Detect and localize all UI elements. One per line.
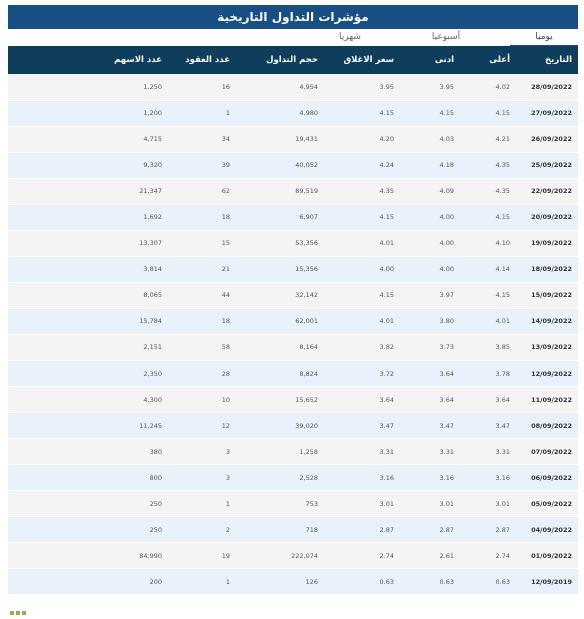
table-row — [8, 308, 578, 334]
cell-shares: 3,814 — [8, 256, 168, 282]
cell-shares: 21,347 — [8, 178, 168, 204]
cell-volume: 32,142 — [236, 282, 324, 308]
period-tabs — [8, 29, 578, 46]
column-header-low[interactable]: ادنى — [434, 55, 454, 65]
table-row — [8, 361, 578, 387]
cell-close: 4.00 — [324, 256, 400, 282]
cell-close: 4.01 — [324, 308, 400, 334]
cell-volume: 39,020 — [236, 413, 324, 439]
cell-shares: 1,692 — [8, 204, 168, 230]
cell-contracts: 18 — [168, 204, 236, 230]
cell-low: 3.16 — [400, 465, 460, 491]
cell-high: 4.15 — [460, 100, 516, 126]
tab-daily[interactable]: يوميا — [510, 29, 578, 46]
cell-high: 3.64 — [460, 387, 516, 413]
column-header-contracts[interactable]: عدد العقود — [185, 55, 230, 65]
tab-monthly[interactable]: شهريا — [339, 32, 361, 42]
cell-high: 3.31 — [460, 439, 516, 465]
table-row — [8, 569, 578, 595]
cell-low: 3.31 — [400, 439, 460, 465]
cell-low: 4.00 — [400, 204, 460, 230]
column-header-shares[interactable]: عدد الاسهم — [114, 55, 162, 65]
cell-contracts: 12 — [168, 413, 236, 439]
cell-low: 4.18 — [400, 152, 460, 178]
cell-date: 27/09/2022 — [516, 100, 578, 126]
cell-volume: 8,164 — [236, 334, 324, 360]
cell-shares: 250 — [8, 517, 168, 543]
table-row — [8, 230, 578, 256]
cell-high: 4.15 — [460, 204, 516, 230]
cell-low: 0.63 — [400, 569, 460, 595]
cell-low: 4.09 — [400, 178, 460, 204]
table-row — [8, 334, 578, 360]
cell-high: 0.63 — [460, 569, 516, 595]
cell-contracts: 15 — [168, 230, 236, 256]
cell-close: 4.01 — [324, 230, 400, 256]
cell-contracts: 39 — [168, 152, 236, 178]
cell-low: 3.47 — [400, 413, 460, 439]
cell-close: 3.16 — [324, 465, 400, 491]
cell-volume: 40,052 — [236, 152, 324, 178]
cell-volume: 222,074 — [236, 543, 324, 569]
cell-high: 4.15 — [460, 282, 516, 308]
cell-volume: 6,907 — [236, 204, 324, 230]
cell-low: 3.73 — [400, 334, 460, 360]
table-row — [8, 465, 578, 491]
cell-close: 4.20 — [324, 126, 400, 152]
cell-volume: 53,356 — [236, 230, 324, 256]
cell-contracts: 3 — [168, 439, 236, 465]
cell-volume: 126 — [236, 569, 324, 595]
cell-date: 25/09/2022 — [516, 152, 578, 178]
table-row — [8, 282, 578, 308]
table-row — [8, 74, 578, 100]
cell-high: 4.02 — [460, 74, 516, 100]
cell-high: 3.01 — [460, 491, 516, 517]
widget-title: مؤشرات التداول التاريخية — [8, 5, 578, 29]
column-header-volume[interactable]: حجم التداول — [266, 55, 318, 65]
cell-date: 22/09/2022 — [516, 178, 578, 204]
cell-shares: 380 — [8, 439, 168, 465]
table-row — [8, 543, 578, 569]
cell-contracts: 1 — [168, 569, 236, 595]
table-row — [8, 126, 578, 152]
cell-contracts: 18 — [168, 308, 236, 334]
cell-contracts: 19 — [168, 543, 236, 569]
cell-volume: 1,258 — [236, 439, 324, 465]
cell-contracts: 58 — [168, 334, 236, 360]
cell-shares: 2,350 — [8, 361, 168, 387]
table-row — [8, 178, 578, 204]
cell-date: 07/09/2022 — [516, 439, 578, 465]
column-header-date[interactable]: التاريخ — [545, 55, 572, 65]
cell-date: 12/09/2022 — [516, 361, 578, 387]
cell-date: 28/09/2022 — [516, 74, 578, 100]
cell-date: 11/09/2022 — [516, 387, 578, 413]
tab-weekly[interactable]: أسبوعيا — [431, 32, 461, 42]
cell-date: 12/09/2019 — [516, 569, 578, 595]
cell-date: 08/09/2022 — [516, 413, 578, 439]
cell-shares: 15,784 — [8, 308, 168, 334]
cell-close: 4.15 — [324, 100, 400, 126]
cell-close: 2.87 — [324, 517, 400, 543]
cell-date: 20/09/2022 — [516, 204, 578, 230]
cell-shares: 1,200 — [8, 100, 168, 126]
cell-shares: 9,320 — [8, 152, 168, 178]
cell-low: 3.97 — [400, 282, 460, 308]
history-table — [8, 46, 578, 595]
cell-contracts: 1 — [168, 100, 236, 126]
cell-close: 0.63 — [324, 569, 400, 595]
cell-high: 2.87 — [460, 517, 516, 543]
cell-volume: 89,519 — [236, 178, 324, 204]
column-header-high[interactable]: أعلى — [489, 55, 510, 65]
cell-shares: 84,990 — [8, 543, 168, 569]
cell-high: 3.47 — [460, 413, 516, 439]
table-row — [8, 256, 578, 282]
table-row — [8, 491, 578, 517]
cell-high: 3.16 — [460, 465, 516, 491]
cell-contracts: 1 — [168, 491, 236, 517]
cell-high: 4.01 — [460, 308, 516, 334]
cell-close: 3.31 — [324, 439, 400, 465]
cell-volume: 15,356 — [236, 256, 324, 282]
cell-high: 4.35 — [460, 178, 516, 204]
cell-volume: 2,528 — [236, 465, 324, 491]
table-row — [8, 100, 578, 126]
cell-contracts: 62 — [168, 178, 236, 204]
table-row — [8, 413, 578, 439]
cell-contracts: 34 — [168, 126, 236, 152]
cell-close: 3.72 — [324, 361, 400, 387]
cell-high: 4.14 — [460, 256, 516, 282]
table-row — [8, 204, 578, 230]
cell-close: 4.24 — [324, 152, 400, 178]
cell-contracts: 10 — [168, 387, 236, 413]
cell-date: 06/09/2022 — [516, 465, 578, 491]
cell-high: 2.74 — [460, 543, 516, 569]
cell-contracts: 3 — [168, 465, 236, 491]
cell-low: 3.95 — [400, 74, 460, 100]
cell-low: 3.64 — [400, 387, 460, 413]
cell-date: 18/09/2022 — [516, 256, 578, 282]
cell-volume: 62,001 — [236, 308, 324, 334]
cell-contracts: 16 — [168, 74, 236, 100]
cell-date: 15/09/2022 — [516, 282, 578, 308]
table-row — [8, 439, 578, 465]
cell-high: 4.35 — [460, 152, 516, 178]
cell-volume: 4,980 — [236, 100, 324, 126]
cell-close: 4.35 — [324, 178, 400, 204]
cell-contracts: 44 — [168, 282, 236, 308]
cell-close: 4.15 — [324, 204, 400, 230]
cell-close: 3.64 — [324, 387, 400, 413]
cell-low: 3.01 — [400, 491, 460, 517]
table-header-row — [8, 46, 578, 74]
cell-high: 4.21 — [460, 126, 516, 152]
table-row — [8, 387, 578, 413]
cell-high: 4.10 — [460, 230, 516, 256]
cell-close: 3.01 — [324, 491, 400, 517]
cell-volume: 718 — [236, 517, 324, 543]
cell-contracts: 28 — [168, 361, 236, 387]
cell-volume: 19,431 — [236, 126, 324, 152]
cell-low: 2.87 — [400, 517, 460, 543]
cell-date: 05/09/2022 — [516, 491, 578, 517]
cell-date: 04/09/2022 — [516, 517, 578, 543]
cell-low: 4.15 — [400, 100, 460, 126]
cell-shares: 4,300 — [8, 387, 168, 413]
cell-close: 3.82 — [324, 334, 400, 360]
cell-shares: 1,250 — [8, 74, 168, 100]
cell-contracts: 2 — [168, 517, 236, 543]
cell-shares: 4,715 — [8, 126, 168, 152]
cell-low: 4.00 — [400, 256, 460, 282]
cell-shares: 250 — [8, 491, 168, 517]
cell-contracts: 21 — [168, 256, 236, 282]
cell-low: 4.03 — [400, 126, 460, 152]
cell-shares: 13,307 — [8, 230, 168, 256]
cell-high: 3.78 — [460, 361, 516, 387]
cell-shares: 2,151 — [8, 334, 168, 360]
table-row — [8, 152, 578, 178]
cell-low: 3.80 — [400, 308, 460, 334]
cell-volume: 15,652 — [236, 387, 324, 413]
cell-volume: 4,954 — [236, 74, 324, 100]
cell-date: 01/09/2022 — [516, 543, 578, 569]
cell-close: 4.15 — [324, 282, 400, 308]
cell-date: 14/09/2022 — [516, 308, 578, 334]
cell-volume: 8,824 — [236, 361, 324, 387]
cell-close: 2.74 — [324, 543, 400, 569]
table-row — [8, 517, 578, 543]
cell-shares: 8,065 — [8, 282, 168, 308]
cell-date: 19/09/2022 — [516, 230, 578, 256]
cell-low: 2.61 — [400, 543, 460, 569]
cell-close: 3.95 — [324, 74, 400, 100]
cell-low: 3.64 — [400, 361, 460, 387]
cell-shares: 200 — [8, 569, 168, 595]
cell-shares: 800 — [8, 465, 168, 491]
cell-date: 26/09/2022 — [516, 126, 578, 152]
logo-mark — [10, 600, 32, 604]
cell-close: 3.47 — [324, 413, 400, 439]
column-header-close[interactable]: سعر الاغلاق — [343, 55, 394, 65]
cell-date: 13/09/2022 — [516, 334, 578, 360]
cell-high: 3.85 — [460, 334, 516, 360]
cell-shares: 11,245 — [8, 413, 168, 439]
cell-low: 4.00 — [400, 230, 460, 256]
cell-volume: 753 — [236, 491, 324, 517]
